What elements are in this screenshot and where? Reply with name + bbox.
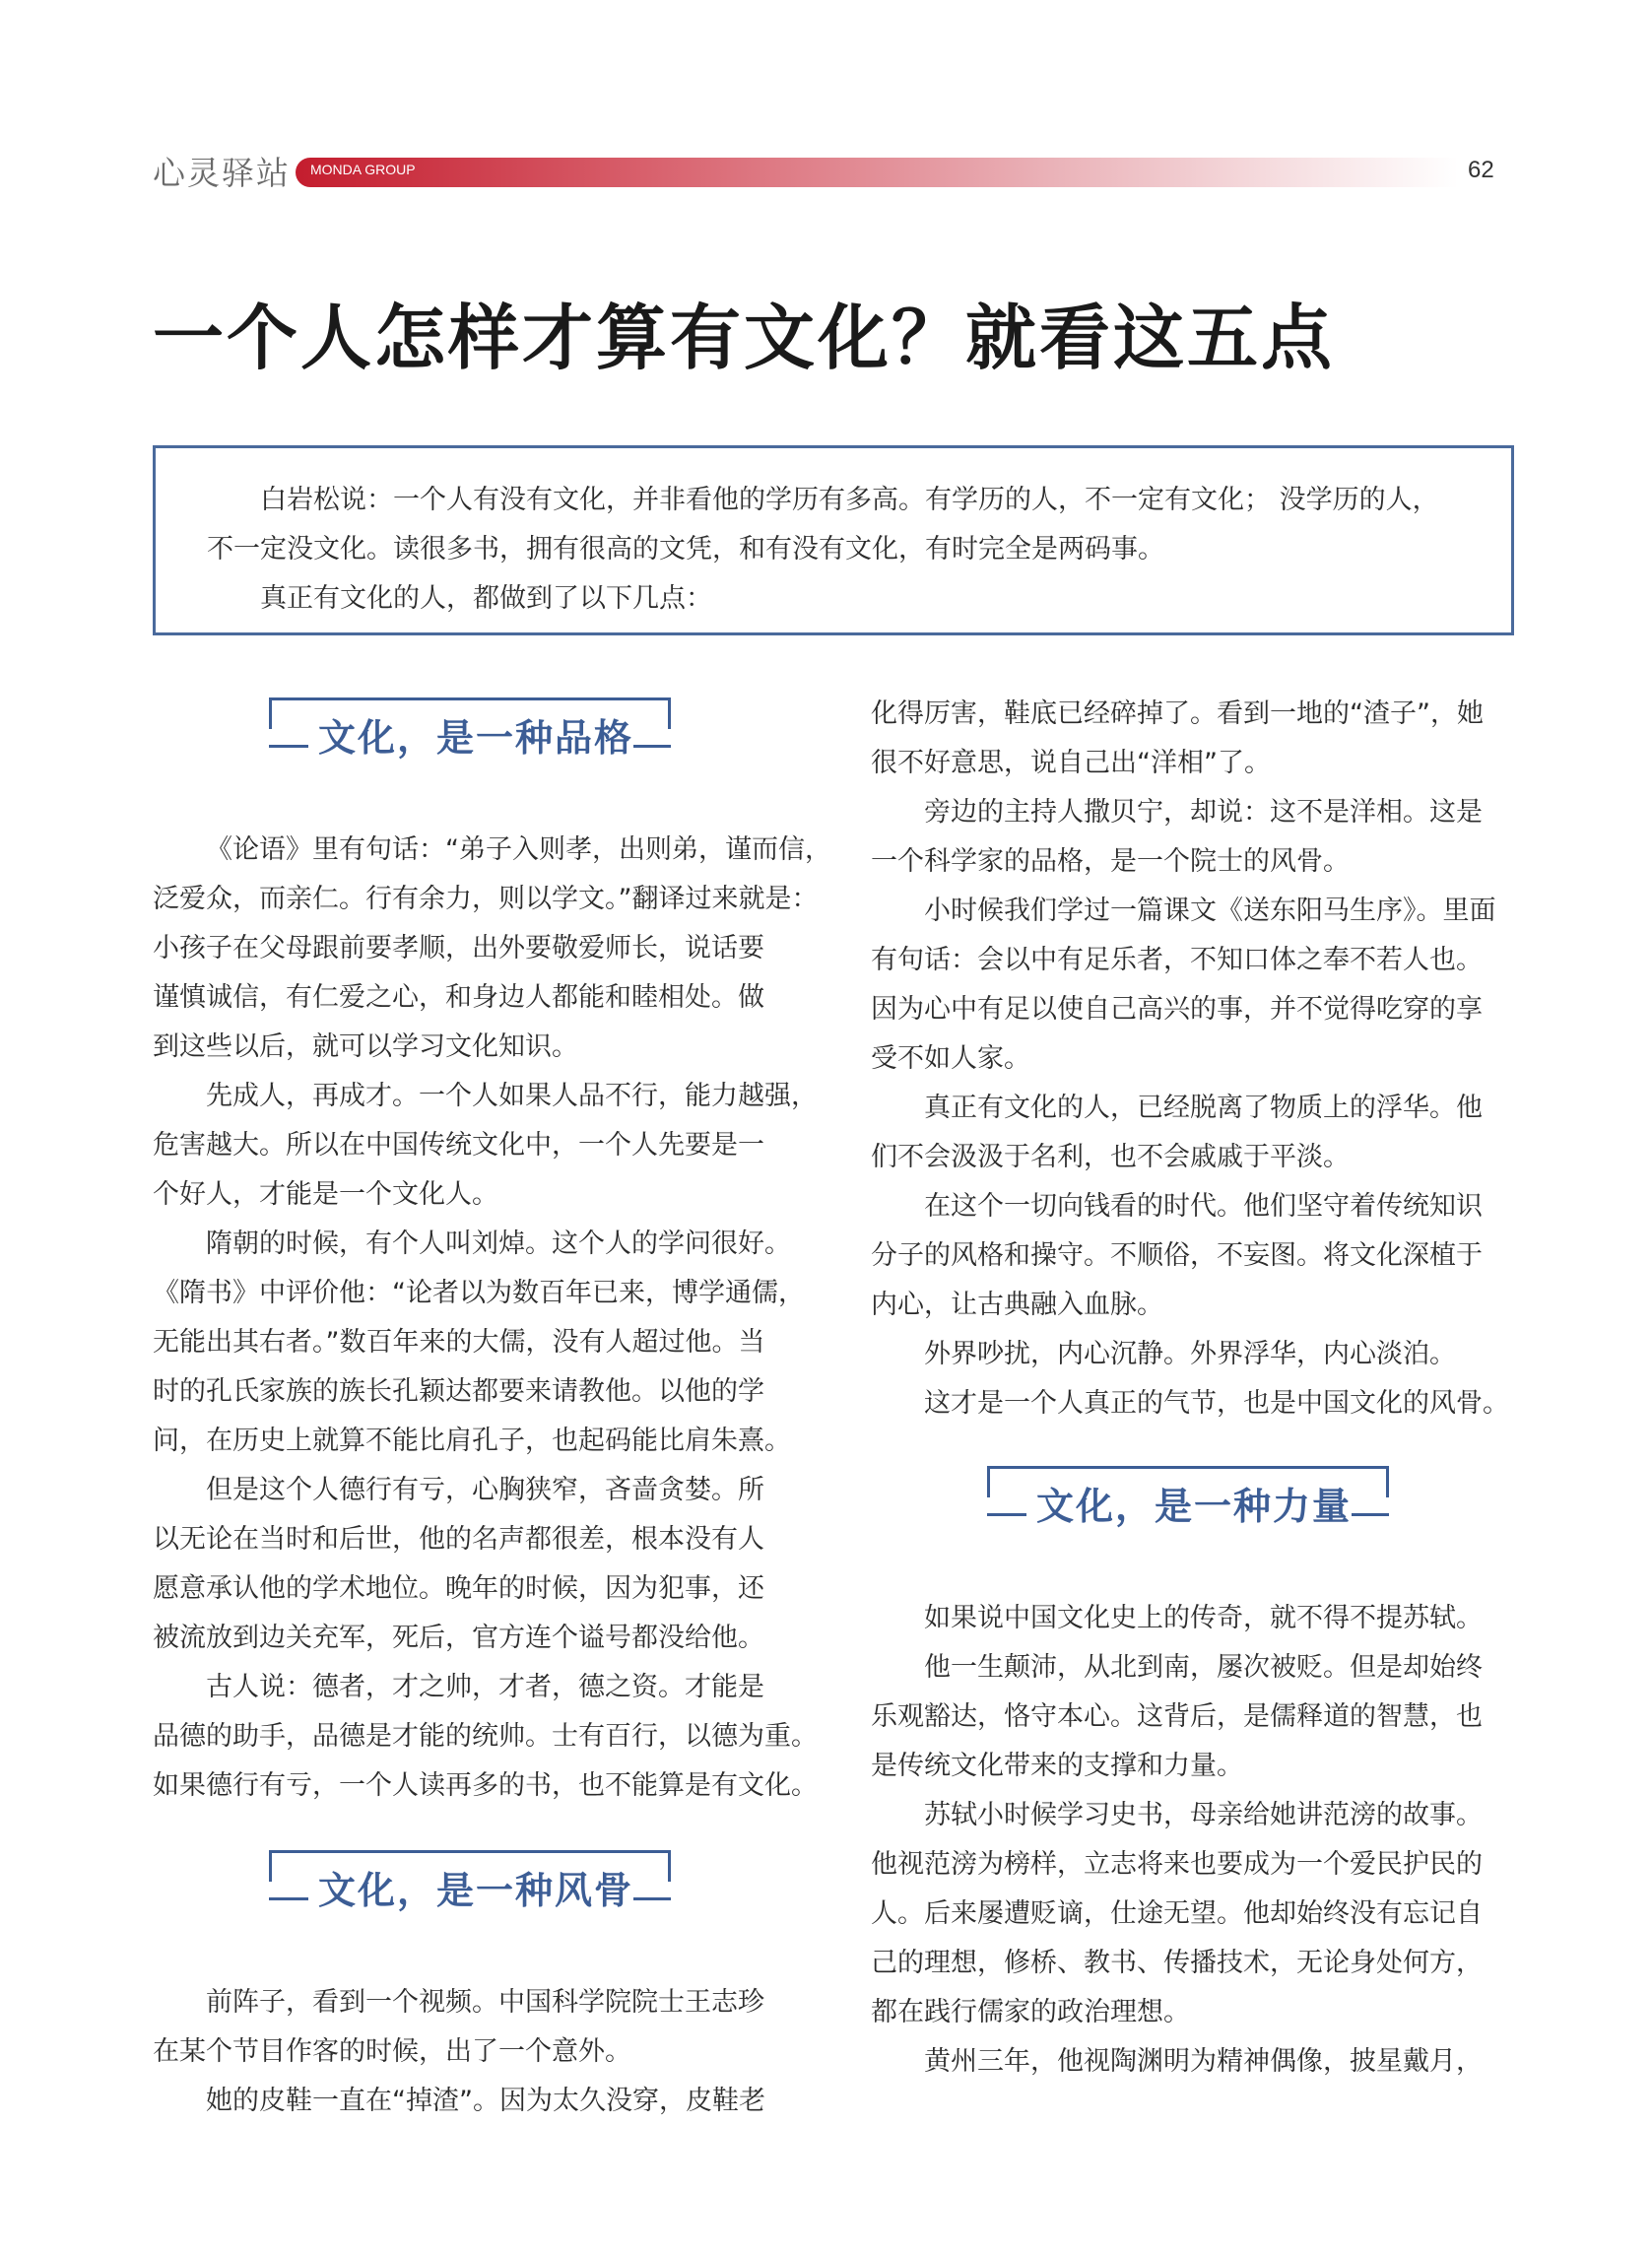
para-line: 分子的风格和操守。不顺俗，不妄图。将文化深植于 — [871, 1240, 1483, 1271]
para-line: 品德的助手，品德是才能的统帅。士有百行，以德为重。 — [153, 1721, 818, 1752]
para-line: 旁边的主持人撒贝宁，却说：这不是洋相。这是 — [924, 797, 1483, 828]
para-line: 一个科学家的品格，是一个院士的风骨。 — [871, 846, 1350, 877]
intro-line: 白岩松说：一个人有没有文化，并非看他的学历有多高。有学历的人，不一定有文化； 没学历的人， — [260, 485, 1439, 515]
page-number: 62 — [1468, 157, 1494, 183]
section-title: 文化，是一种品格 — [318, 716, 634, 760]
para-line: 苏轼小时候学习史书，母亲给她讲范滂的故事。 — [924, 1800, 1483, 1830]
para-line: 真正有文化的人，已经脱离了物质上的浮华。他 — [924, 1093, 1483, 1123]
para-line: 她的皮鞋一直在“掉渣”。因为太久没穿，皮鞋老 — [206, 2086, 765, 2116]
section-title: 文化，是一种风骨 — [318, 1869, 634, 1912]
para-line: 外界吵扰，内心沉静。外界浮华，内心淡泊。 — [924, 1339, 1456, 1369]
para-line: 时的孔氏家族的族长孔颖达都要来请教他。以他的学 — [153, 1376, 764, 1407]
para-line: 但是这个人德行有亏，心胸狭窄，吝啬贪婪。所 — [206, 1475, 764, 1505]
para-line: 到这些以后，就可以学习文化知识。 — [153, 1031, 578, 1062]
header-gradient-bar — [296, 158, 1458, 187]
section-title: 文化，是一种力量 — [1036, 1485, 1353, 1528]
section-heading-spirit — [153, 1842, 793, 1951]
para-line: 有句话：会以中有足乐者，不知口体之奉不若人也。 — [871, 945, 1483, 975]
para-line: 这才是一个人真正的气节，也是中国文化的风骨。 — [924, 1388, 1509, 1419]
intro-box — [153, 445, 1514, 635]
para-line: 小时候我们学过一篇课文《送东阳马生序》。里面 — [924, 896, 1496, 926]
header-section-title: 心灵驿站 — [153, 154, 291, 192]
para-line: 受不如人家。 — [871, 1043, 1030, 1074]
para-line: 己的理想，修桥、教书、传播技术，无论身处何方， — [871, 1948, 1483, 1978]
para-line: 隋朝的时候，有个人叫刘焯。这个人的学问很好。 — [206, 1228, 791, 1259]
para-line: 如果说中国文化史上的传奇，就不得不提苏轼。 — [924, 1603, 1483, 1633]
para-line: 问，在历史上就算不能比肩孔子，也起码能比肩朱熹。 — [153, 1426, 791, 1456]
para-line: 小孩子在父母跟前要孝顺，出外要敬爱师长，说话要 — [153, 933, 764, 963]
header-group-tag: MONDA GROUP — [310, 162, 416, 177]
para-line: 他视范滂为榜样，立志将来也要成为一个爱民护民的 — [871, 1849, 1483, 1880]
section-heading-character — [153, 690, 793, 798]
para-line: 被流放到边关充军，死后，官方连个谥号都没给他。 — [153, 1623, 764, 1653]
intro-line: 不一定没文化。读很多书，拥有很高的文凭，和有没有文化，有时完全是两码事。 — [207, 534, 1164, 564]
para-line: 内心，让古典融入血脉。 — [871, 1290, 1163, 1320]
article-title: 一个人怎样才算有文化？就看这五点 — [153, 297, 1336, 379]
para-line: 谨慎诚信，有仁爱之心，和身边人都能和睦相处。做 — [153, 982, 764, 1013]
para-line: 在某个节目作客的时候，出了一个意外。 — [153, 2036, 631, 2067]
para-line: 个好人，才能是一个文化人。 — [153, 1179, 498, 1210]
para-line: 《隋书》中评价他：“论者以为数百年已来，博学通儒， — [153, 1278, 805, 1308]
para-line: 先成人，再成才。一个人如果人品不行，能力越强， — [206, 1081, 818, 1111]
para-line: 很不好意思，说自己出“洋相”了。 — [871, 748, 1271, 778]
right-column — [871, 690, 1511, 2087]
para-line: 都在践行儒家的政治理想。 — [871, 1997, 1190, 2027]
para-line: 以无论在当时和后世，他的名声都很差，根本没有人 — [153, 1524, 764, 1555]
para-line: 人。后来屡遭贬谪，仕途无望。他却始终没有忘记自 — [871, 1898, 1483, 1929]
para-line: 《论语》里有句话：“弟子入则孝，出则弟，谨而信， — [206, 834, 831, 865]
para-line: 如果德行有亏，一个人读再多的书，也不能算是有文化。 — [153, 1770, 818, 1801]
para-line: 化得厉害，鞋底已经碎掉了。看到一地的“渣子”，她 — [871, 698, 1484, 729]
para-line: 愿意承认他的学术地位。晚年的时候，因为犯事，还 — [153, 1573, 764, 1604]
para-line: 无能出其右者。”数百年来的大儒，没有人超过他。当 — [153, 1327, 765, 1358]
para-line: 前阵子，看到一个视频。中国科学院院士王志珍 — [206, 1987, 764, 2018]
para-line: 在这个一切向钱看的时代。他们坚守着传统知识 — [924, 1191, 1483, 1222]
left-column — [153, 690, 831, 2126]
para-line: 古人说：德者，才之帅，才者，德之资。才能是 — [206, 1672, 764, 1702]
section-heading-strength — [871, 1458, 1511, 1566]
para-line: 黄州三年，他视陶渊明为精神偶像，披星戴月， — [924, 2046, 1483, 2077]
intro-line: 真正有文化的人，都做到了以下几点： — [260, 583, 712, 614]
para-line: 他一生颠沛，从北到南，屡次被贬。但是却始终 — [924, 1652, 1483, 1683]
para-line: 泛爱众，而亲仁。行有余力，则以学文。”翻译过来就是： — [153, 884, 819, 914]
para-line: 因为心中有足以使自己高兴的事，并不觉得吃穿的享 — [871, 994, 1483, 1025]
para-line: 乐观豁达，恪守本心。这背后，是儒释道的智慧，也 — [871, 1701, 1483, 1732]
para-line: 危害越大。所以在中国传统文化中，一个人先要是一 — [153, 1130, 764, 1161]
para-line: 们不会汲汲于名利，也不会戚戚于平淡。 — [871, 1142, 1350, 1172]
para-line: 是传统文化带来的支撑和力量。 — [871, 1751, 1243, 1781]
